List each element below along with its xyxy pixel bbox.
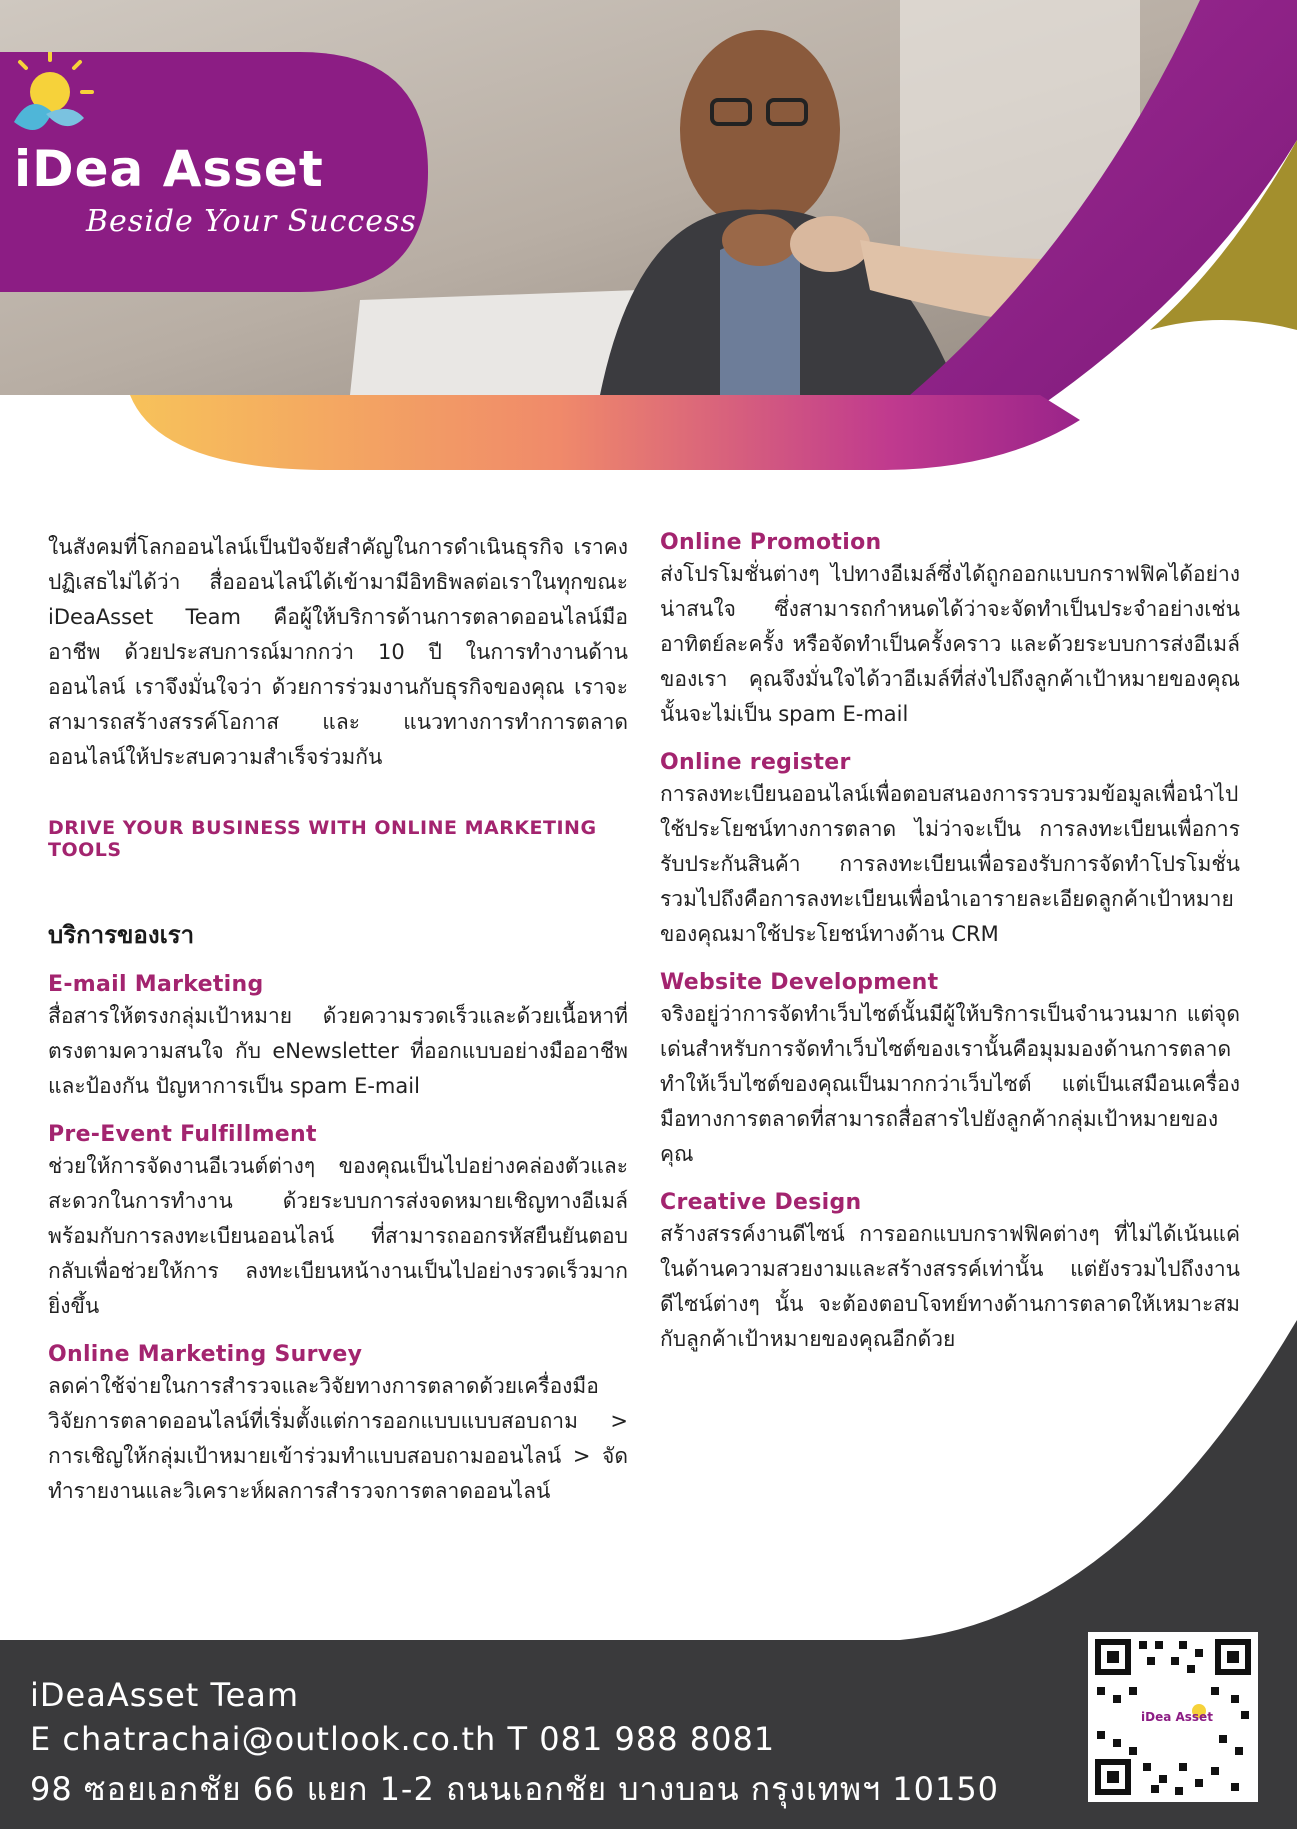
service-pre-event bbox=[48, 1122, 628, 1324]
hero-banner bbox=[0, 0, 1297, 480]
service-text: การลงทะเบียนออนไลน์เพื่อตอบสนองการรวบรวมข้อมูลเพื่อนำไปใช้ประโยชน์ทางการตลาด ไม่ว่าจะเป็น การลงทะเบียนเพื่อการรับประกันสินค้า การลงทะเบียนเพื่อรองรับการจัดทำโปรโมชั่น รวมไปถึงคือการลงทะเบียนเพื่อนำเอารายละเอียดลูกค้าเป้าหมายของคุณมาใช้ประโยชน์ทางด้าน CRM bbox=[660, 782, 1240, 946]
services-heading: บริการของเรา bbox=[48, 921, 195, 949]
brand-name: iDea Asset bbox=[14, 140, 324, 198]
cta-heading: DRIVE YOUR BUSINESS WITH ONLINE MARKETING TOOLS bbox=[48, 817, 597, 861]
service-online-promotion bbox=[660, 530, 1240, 732]
service-text: ส่งโปรโมชั่นต่างๆ ไปทางอีเมล์ซึ่งได้ถูกออกแบบกราฟฟิคได้อย่างน่าสนใจ ซึ่งสามารถกำหนดได้ว่าจะจัดทำเป็นประจำอย่างเช่น อาทิตย์ละครั้ง หรือจัดทำเป็นครั้งคราว และด้วยระบบการส่งอีเมล์ของเรา คุณจึงมั่นใจได้วาอีเมล์ที่ส่งไปถึงลูกค้าเป้าหมายของคุณนั้นจะไม่เป็น spam E-mail bbox=[660, 562, 1240, 726]
footer-team: iDeaAsset Team bbox=[30, 1676, 300, 1714]
footer-address: 98 ซอยเอกชัย 66 แยก 1-2 ถนนเอกชัย บางบอน กรุงเทพฯ 10150 bbox=[30, 1770, 1000, 1808]
service-text: ลดค่าใช้จ่ายในการสำรวจและวิจัยทางการตลาดด้วยเครื่องมือวิจัยการตลาดออนไลน์ที่เริ่มตั้งแต่การออกแบบแบบสอบถาม > การเชิญให้กลุ่มเป้าหมายเข้าร่วมทำแบบสอบถามออนไลน์ > จัดทำรายงานและวิเคราะห์ผลการสำรวจการตลาดออนไลน์ bbox=[48, 1374, 628, 1503]
service-email-marketing bbox=[48, 972, 628, 1104]
service-title: Creative Design bbox=[660, 1190, 862, 1215]
service-text: จริงอยู่ว่าการจัดทำเว็บไซต์นั้นมีผู้ให้บริการเป็นจำนวนมาก แต่จุดเด่นสำหรับการจัดทำเว็บไซต์ของเรานั้นคือมุมมองด้านการตลาด ทำให้เว็บไซต์ของคุณเป็นมากกว่าเว็บไซต์ แต่เป็นเสมือนเครื่องมือทางการตลาดที่สามารถสื่อสารไปยังลูกค้ากลุ่มเป้าหมายของคุณ bbox=[660, 1002, 1240, 1166]
service-text: สื่อสารให้ตรงกลุ่มเป้าหมาย ด้วยความรวดเร็วและด้วยเนื้อหาที่ตรงตามความสนใจ กับ eNewsletter ที่ออกแบบอย่างมืออาชีพและป้องกัน ปัญหาการเป็น spam E-mail bbox=[48, 1004, 628, 1098]
right-column bbox=[660, 530, 1240, 1375]
service-title: Online Marketing Survey bbox=[48, 1342, 363, 1367]
lightbulb-logo-icon bbox=[0, 52, 100, 152]
brand-block bbox=[0, 52, 428, 292]
service-text: ช่วยให้การจัดงานอีเวนต์ต่างๆ ของคุณเป็นไปอย่างคล่องตัวและสะดวกในการทำงาน ด้วยระบบการส่งจดหมายเชิญทางอีเมล์ พร้อมกับการลงทะเบียนออนไลน์ ที่สามารถออกรหัสยืนยันตอบกลับเพื่อช่วยให้การ ลงทะเบียนหน้างานเป็นไปอย่างรวดเร็วมากยิ่งขึ้น bbox=[48, 1154, 628, 1318]
service-title: Website Development bbox=[660, 970, 939, 995]
service-title: Online Promotion bbox=[660, 530, 882, 555]
footer-contact: E chatrachai@outlook.co.th T 081 988 8081 bbox=[30, 1720, 776, 1758]
service-text: สร้างสรรค์งานดีไซน์ การออกแบบกราฟฟิคต่างๆ ที่ไม่ได้เน้นแค่ในด้านความสวยงามและสร้างสรรค์เท่านั้น แต่ยังรวมไปถึงงานดีไซน์ต่างๆ นั้น จะต้องตอบโจทย์ทางด้านการตลาดให้เหมาะสมกับลูกค้าเป้าหมายของคุณอีกด้วย bbox=[660, 1222, 1240, 1351]
qr-code[interactable] bbox=[1088, 1632, 1258, 1802]
brand-tagline: Beside Your Success bbox=[86, 204, 417, 239]
service-title: Pre-Event Fulfillment bbox=[48, 1122, 317, 1147]
service-website-development bbox=[660, 970, 1240, 1172]
service-online-register bbox=[660, 750, 1240, 952]
service-title: Online register bbox=[660, 750, 851, 775]
qr-logo-text: iDea Asset bbox=[1141, 1710, 1213, 1724]
service-title: E-mail Marketing bbox=[48, 972, 264, 997]
corner-decoration bbox=[0, 1320, 1297, 1650]
intro-paragraph: ในสังคมที่โลกออนไลน์เป็นปัจจัยสำคัญในการดำเนินธุรกิจ เราคงปฏิเสธไม่ได้ว่า สื่อออนไลน์ได้เข้ามามีอิทธิพลต่อเราในทุกขณะ iDeaAsset Team คือผู้ให้บริการด้านการตลาดออนไลน์มืออาชีพ ด้วยประสบการณ์มากกว่า 10 ปี ในการทำงานด้านออนไลน์ เราจึงมั่นใจว่า ด้วยการร่วมงานกับธุรกิจของคุณ เราจะสามารถสร้างสรรค์โอกาส และ แนวทางการทำการตลาดออนไลน์ให้ประสบความสำเร็จร่วมกัน bbox=[48, 535, 628, 769]
qr-code-icon bbox=[1091, 1635, 1255, 1799]
